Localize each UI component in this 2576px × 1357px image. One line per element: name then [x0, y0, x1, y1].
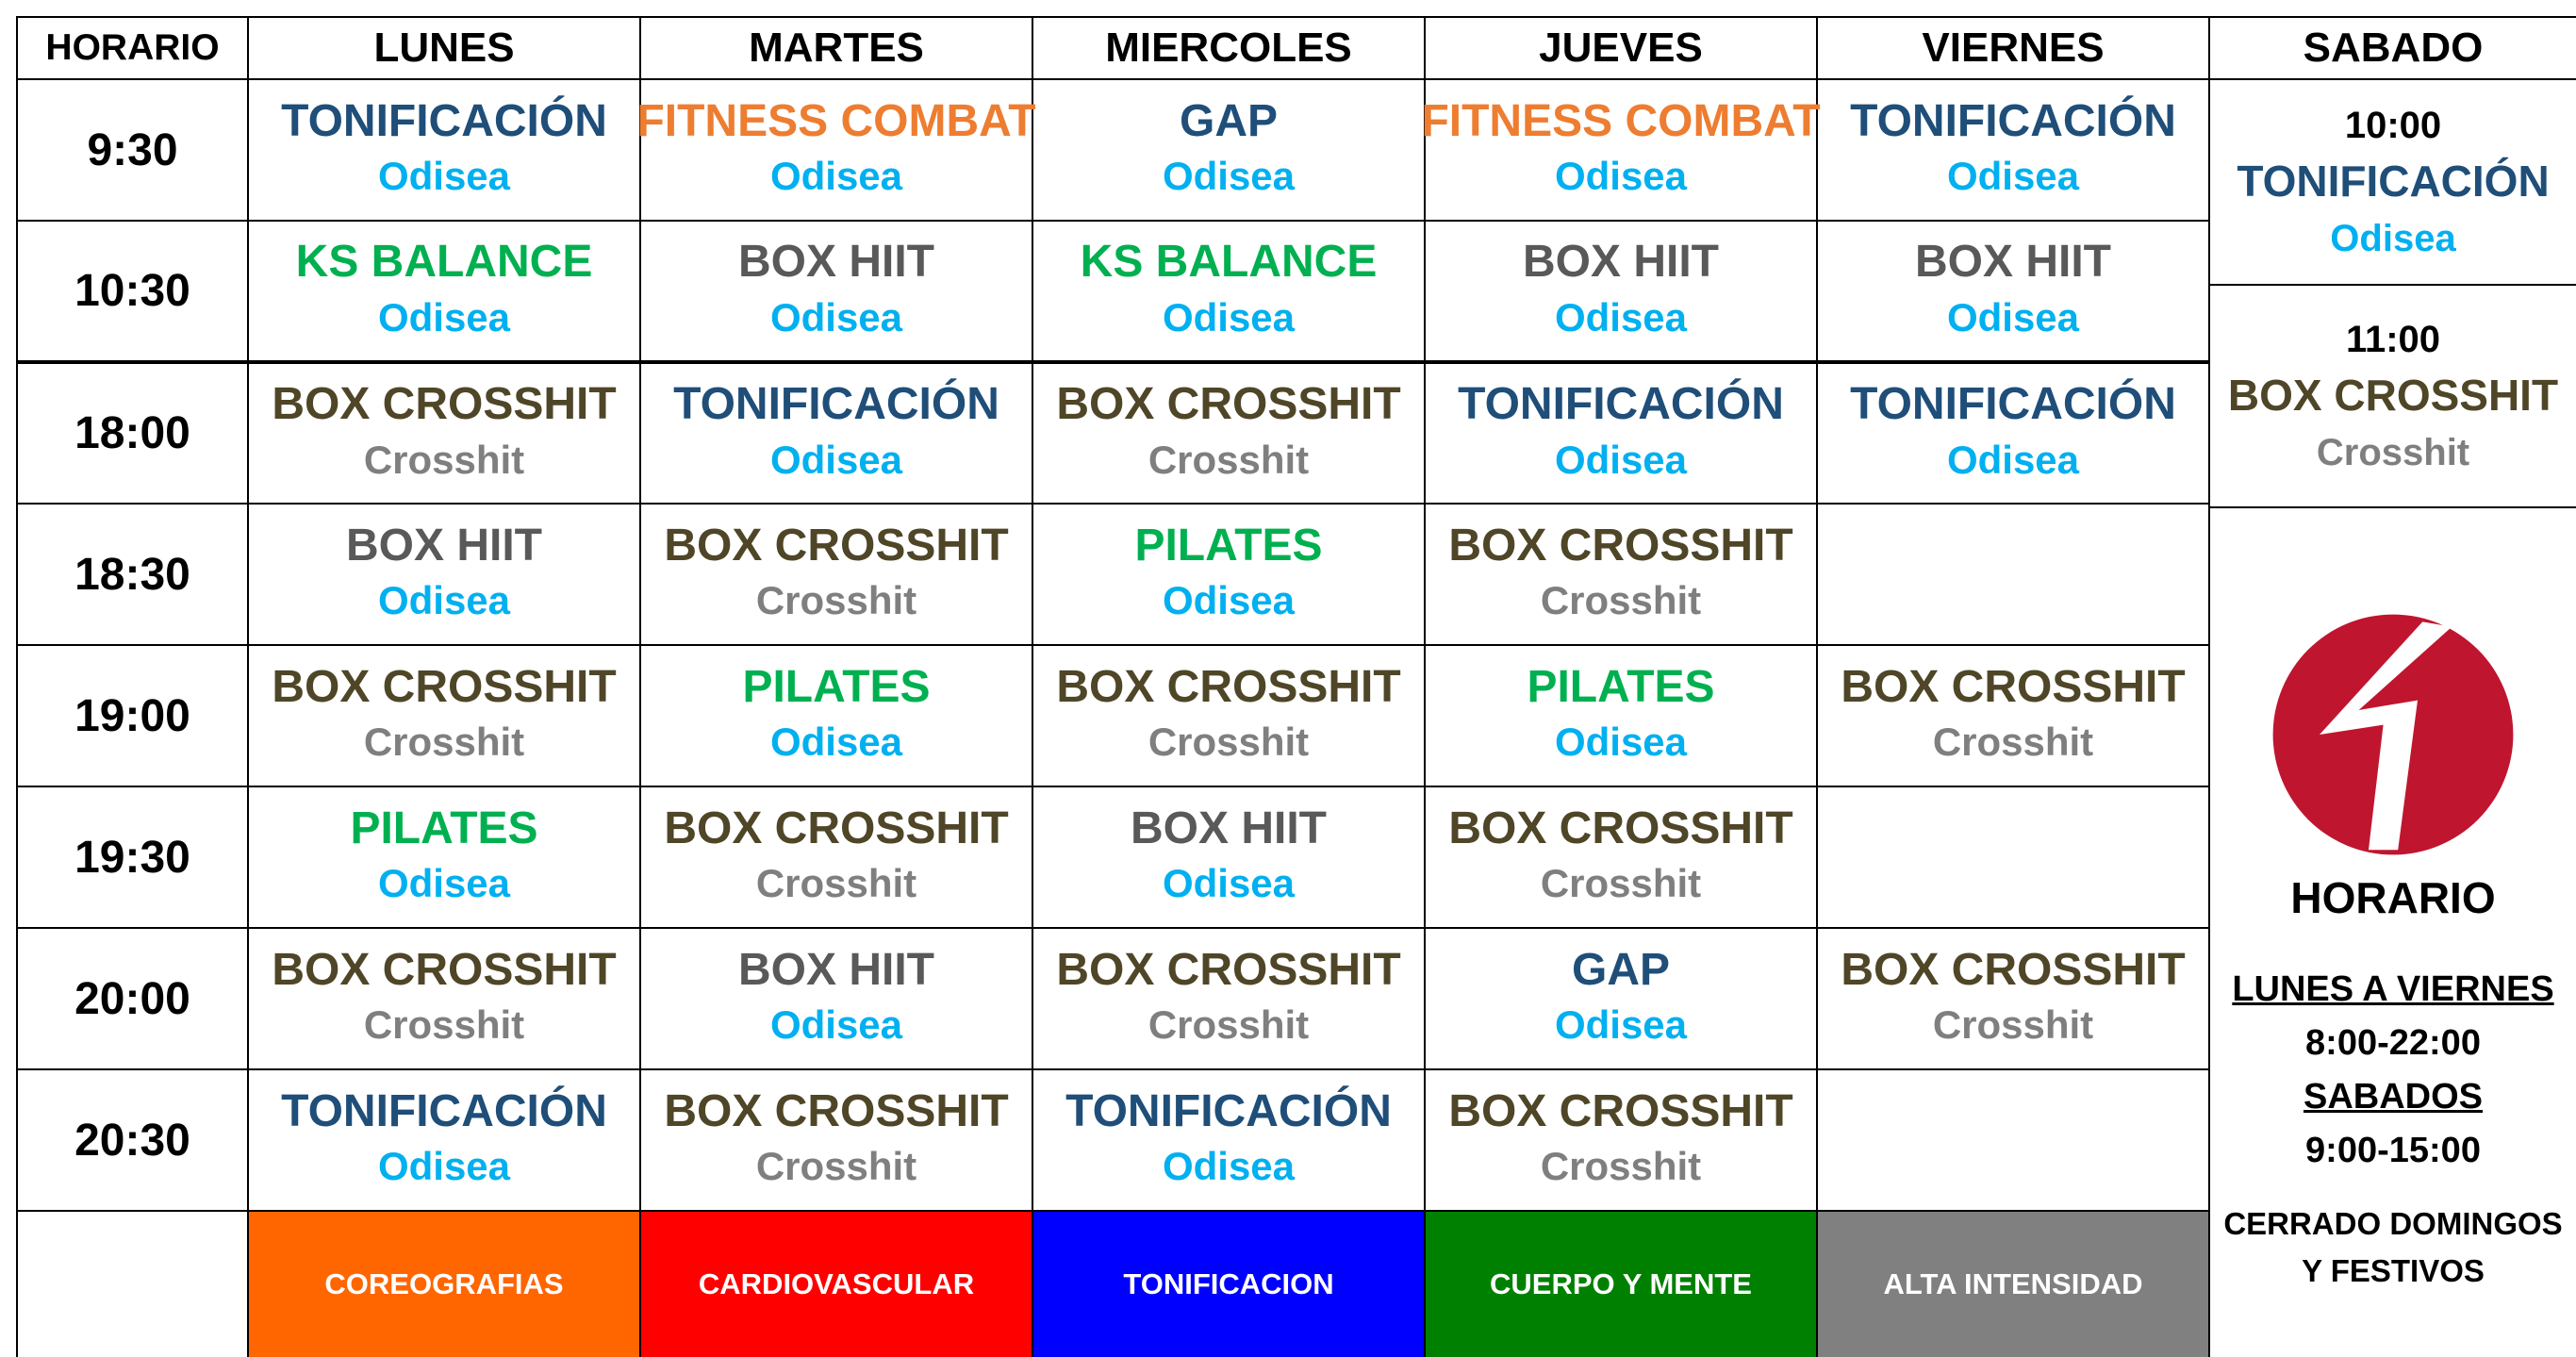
- class-location: Odisea: [1162, 861, 1296, 906]
- class-cell: [1033, 362, 1426, 505]
- class-location: Odisea: [1554, 437, 1688, 482]
- opening-hours-panel: [2210, 508, 2576, 1357]
- legend-item: COREOGRAFIAS: [249, 1212, 641, 1357]
- class-name: GAP: [1179, 95, 1278, 146]
- legend-item: ALTA INTENSIDAD: [1818, 1212, 2210, 1357]
- class-name: BOX CROSSHIT: [664, 803, 1009, 853]
- class-location: Crosshit: [755, 578, 917, 623]
- class-cell: [1426, 787, 1818, 929]
- saturday-slot-location: Odisea: [2330, 217, 2456, 259]
- header-day-martes: MARTES: [641, 16, 1033, 80]
- saturday-slot-location: Crosshit: [2316, 431, 2470, 473]
- class-location: Odisea: [1162, 154, 1296, 199]
- time-slot-label: 20:00: [16, 929, 249, 1070]
- class-location: Crosshit: [1148, 720, 1310, 765]
- class-name: BOX CROSSHIT: [664, 520, 1009, 571]
- class-location: Crosshit: [1148, 437, 1310, 482]
- class-location: Odisea: [1554, 1002, 1688, 1048]
- class-cell: [1818, 1070, 2210, 1212]
- class-name: BOX CROSSHIT: [272, 379, 617, 430]
- saturday-hours: 9:00-15:00: [2305, 1131, 2481, 1170]
- class-cell: [249, 1070, 641, 1212]
- legend-item: CARDIOVASCULAR: [641, 1212, 1033, 1357]
- class-cell: [641, 787, 1033, 929]
- class-location: Odisea: [1162, 294, 1296, 339]
- class-cell: [1818, 80, 2210, 222]
- class-cell: [249, 929, 641, 1070]
- class-name: PILATES: [1527, 661, 1715, 712]
- class-location: Odisea: [377, 294, 511, 339]
- saturday-slot: [2210, 286, 2576, 508]
- class-location: Odisea: [1554, 154, 1688, 199]
- weekday-hours: 8:00-22:00: [2305, 1023, 2481, 1063]
- class-cell: [1426, 646, 1818, 787]
- class-location: Odisea: [1946, 154, 2080, 199]
- class-name: BOX HIIT: [1522, 237, 1719, 288]
- class-name: PILATES: [742, 661, 931, 712]
- time-slot-label: 10:30: [16, 222, 249, 362]
- time-slot-label: 9:30: [16, 80, 249, 222]
- class-location: Odisea: [1162, 1144, 1296, 1189]
- class-cell: [1421, 80, 1821, 222]
- class-cell: [1033, 1070, 1426, 1212]
- class-cell: [1818, 362, 2210, 505]
- class-location: Crosshit: [1540, 1144, 1702, 1189]
- class-cell: [249, 362, 641, 505]
- class-cell: [249, 80, 641, 222]
- class-location: Odisea: [377, 154, 511, 199]
- class-cell: [1033, 646, 1426, 787]
- class-cell: [1818, 505, 2210, 646]
- class-cell: [1426, 222, 1818, 362]
- class-location: Odisea: [1554, 720, 1688, 765]
- class-cell: [641, 362, 1033, 505]
- class-location: Crosshit: [1932, 1002, 2094, 1048]
- brand-logo-icon: [2271, 612, 2516, 857]
- class-location: Crosshit: [755, 1144, 917, 1189]
- class-name: BOX HIIT: [737, 944, 934, 995]
- class-cell: [1818, 222, 2210, 362]
- class-location: Crosshit: [755, 861, 917, 906]
- class-name: BOX CROSSHIT: [1056, 944, 1401, 995]
- time-slot-label: 18:00: [16, 362, 249, 505]
- class-name: BOX HIIT: [737, 237, 934, 288]
- class-location: Odisea: [769, 154, 903, 199]
- class-location: Crosshit: [1148, 1002, 1310, 1048]
- time-slot-label: 19:30: [16, 787, 249, 929]
- class-name: BOX HIIT: [1130, 803, 1327, 853]
- class-cell: [1033, 787, 1426, 929]
- class-name: BOX CROSSHIT: [1448, 520, 1793, 571]
- class-cell: [1818, 646, 2210, 787]
- class-location: Odisea: [1946, 437, 2080, 482]
- header-time-label: HORARIO: [16, 16, 249, 80]
- class-location: Crosshit: [1932, 720, 2094, 765]
- class-name: BOX CROSSHIT: [1841, 944, 2186, 995]
- class-cell: [249, 222, 641, 362]
- class-name: BOX HIIT: [345, 520, 542, 571]
- class-name: FITNESS COMBAT: [1421, 95, 1821, 146]
- class-cell: [641, 222, 1033, 362]
- schedule-table: [16, 16, 2576, 1357]
- class-location: Odisea: [769, 294, 903, 339]
- saturday-label: SABADOS: [2303, 1077, 2484, 1117]
- class-location: Crosshit: [1540, 861, 1702, 906]
- class-cell: [1033, 80, 1426, 222]
- class-name: BOX CROSSHIT: [1056, 661, 1401, 712]
- class-name: BOX CROSSHIT: [1448, 1085, 1793, 1136]
- class-location: Odisea: [1554, 294, 1688, 339]
- class-cell: [249, 787, 641, 929]
- class-name: TONIFICACIÓN: [673, 379, 999, 430]
- saturday-slot-time: 11:00: [2345, 319, 2441, 361]
- class-name: BOX CROSSHIT: [272, 944, 617, 995]
- class-location: Odisea: [769, 1002, 903, 1048]
- class-name: BOX CROSSHIT: [1841, 661, 2186, 712]
- class-name: TONIFICACIÓN: [1458, 379, 1784, 430]
- time-slot-label: 18:30: [16, 505, 249, 646]
- class-cell: [1426, 505, 1818, 646]
- legend-item: TONIFICACION: [1033, 1212, 1426, 1357]
- class-name: FITNESS COMBAT: [636, 95, 1036, 146]
- class-name: GAP: [1571, 944, 1670, 995]
- class-name: TONIFICACIÓN: [281, 1085, 607, 1136]
- saturday-slot: [2210, 80, 2576, 286]
- class-name: TONIFICACIÓN: [281, 95, 607, 146]
- class-name: BOX CROSSHIT: [1448, 803, 1793, 853]
- class-name: BOX HIIT: [1914, 237, 2111, 288]
- class-location: Crosshit: [363, 1002, 525, 1048]
- class-name: PILATES: [1134, 520, 1323, 571]
- opening-hours-title: HORARIO: [2290, 873, 2496, 922]
- class-cell: [1033, 505, 1426, 646]
- class-location: Odisea: [377, 578, 511, 623]
- class-name: TONIFICACIÓN: [1850, 95, 2176, 146]
- class-name: KS BALANCE: [295, 237, 593, 288]
- legend-item: CUERPO Y MENTE: [1426, 1212, 1818, 1357]
- time-slot-label: 19:00: [16, 646, 249, 787]
- class-cell: [249, 646, 641, 787]
- class-cell: [641, 505, 1033, 646]
- legend-empty-cell: [16, 1212, 249, 1357]
- class-cell: [1818, 787, 2210, 929]
- closed-notice-line2: Y FESTIVOS: [2302, 1252, 2485, 1288]
- header-day-viernes: VIERNES: [1818, 16, 2210, 80]
- class-name: TONIFICACIÓN: [1065, 1085, 1392, 1136]
- class-name: BOX CROSSHIT: [1056, 379, 1401, 430]
- class-cell: [249, 505, 641, 646]
- class-cell: [1818, 929, 2210, 1070]
- header-day-lunes: LUNES: [249, 16, 641, 80]
- class-cell: [641, 929, 1033, 1070]
- class-name: BOX CROSSHIT: [272, 661, 617, 712]
- closed-notice-line1: CERRADO DOMINGOS: [2223, 1206, 2563, 1241]
- class-location: Odisea: [769, 720, 903, 765]
- weekday-label: LUNES A VIERNES: [2232, 969, 2554, 1009]
- class-location: Odisea: [1162, 578, 1296, 623]
- class-cell: [1426, 362, 1818, 505]
- class-cell: [1426, 929, 1818, 1070]
- class-location: Crosshit: [363, 437, 525, 482]
- class-location: Odisea: [377, 1144, 511, 1189]
- time-slot-label: 20:30: [16, 1070, 249, 1212]
- header-day-sabado: SABADO: [2210, 16, 2576, 80]
- class-location: Odisea: [769, 437, 903, 482]
- class-name: KS BALANCE: [1080, 237, 1378, 288]
- class-location: Crosshit: [1540, 578, 1702, 623]
- class-cell: [1033, 222, 1426, 362]
- saturday-slot-class: TONIFICACIÓN: [2237, 157, 2550, 207]
- class-location: Odisea: [377, 861, 511, 906]
- class-location: Odisea: [1946, 294, 2080, 339]
- saturday-slot-time: 10:00: [2344, 105, 2442, 147]
- class-name: BOX CROSSHIT: [664, 1085, 1009, 1136]
- class-name: TONIFICACIÓN: [1850, 379, 2176, 430]
- class-cell: [1426, 1070, 1818, 1212]
- class-cell: [641, 646, 1033, 787]
- header-day-miercoles: MIERCOLES: [1033, 16, 1426, 80]
- class-cell: [1033, 929, 1426, 1070]
- class-name: PILATES: [350, 803, 538, 853]
- class-cell: [636, 80, 1036, 222]
- saturday-slot-class: BOX CROSSHIT: [2227, 371, 2559, 421]
- header-day-jueves: JUEVES: [1426, 16, 1818, 80]
- class-cell: [641, 1070, 1033, 1212]
- class-location: Crosshit: [363, 720, 525, 765]
